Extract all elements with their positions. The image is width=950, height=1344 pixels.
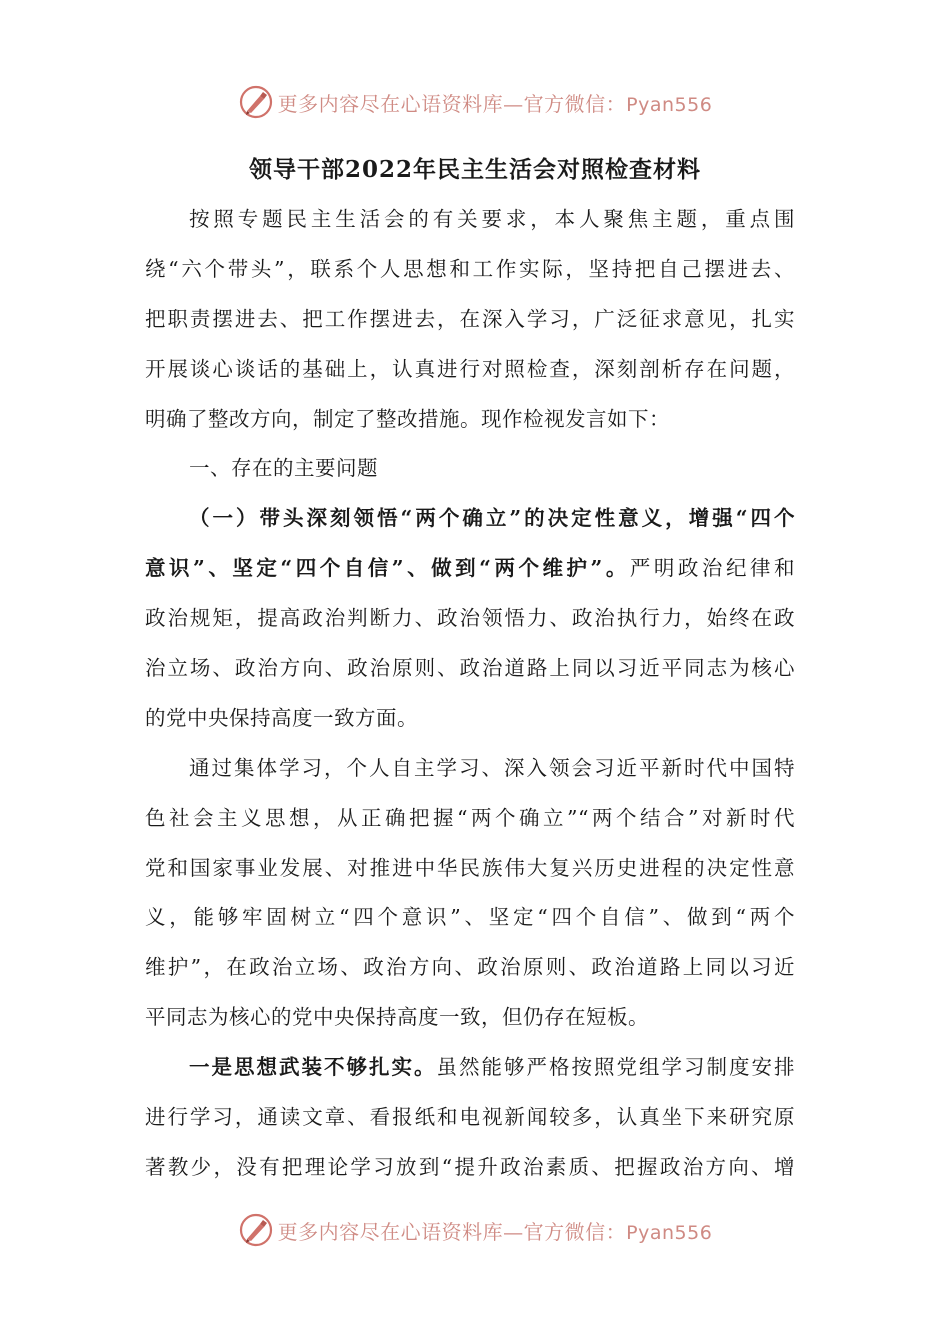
document-title: 领导干部2022年民主生活会对照检查材料: [248, 156, 701, 183]
section-heading: 一、存在的主要问题: [189, 456, 378, 481]
watermark-text: 更多内容尽在心语资料库—官方微信：Pyan556: [277, 1219, 713, 1244]
body-line: 进行学习，通读文章、看报纸和电视新闻较多，认真坐下来研究原: [145, 1105, 795, 1130]
body-line: 的党中央保持高度一致方面。: [145, 705, 418, 730]
document-body: [145, 195, 795, 1193]
body-line: 著教少，没有把理论学习放到“提升政治素质、把握政治方向、增: [145, 1154, 795, 1179]
body-line: 平同志为核心的党中央保持高度一致，但仍存在短板。: [145, 1005, 649, 1030]
body-line: 按照专题民主生活会的有关要求，本人聚焦主题，重点围: [189, 207, 795, 231]
body-line: 色社会主义思想，从正确把握“两个确立”“两个结合”对新时代: [145, 805, 795, 830]
body-line: 维护”，在政治立场、政治方向、政治原则、政治道路上同以习近: [145, 955, 795, 980]
body-line: 治立场、政治方向、政治原则、政治道路上同以习近平同志为核心: [145, 656, 795, 681]
pen-logo-icon: [238, 1212, 274, 1248]
body-line: 明确了整改方向，制定了整改措施。现作检视发言如下：: [145, 406, 670, 431]
body-line: 义，能够牢固树立“四个意识”、坚定“四个自信”、做到“两个: [145, 905, 795, 930]
watermark-account: Pyan556: [626, 1221, 713, 1244]
body-line: 党和国家事业发展、对推进中华民族伟大复兴历史进程的决定性意: [145, 855, 795, 880]
body-line: 把职责摆进去、把工作摆进去，在深入学习，广泛征求意见，扎实: [145, 306, 795, 331]
body-line: 通过集体学习，个人自主学习、深入领会习近平新时代中国特: [189, 755, 795, 780]
watermark-text: 更多内容尽在心语资料库—官方微信：Pyan556: [277, 91, 713, 116]
body-line: 政治规矩，提高政治判断力、政治领悟力、政治执行力，始终在政: [145, 606, 795, 631]
body-line: 一是思想武装不够扎实。虽然能够严格按照党组学习制度安排: [189, 1055, 795, 1080]
subsection-heading: （一）带头深刻领悟“两个确立”的决定性意义，增强“四个: [189, 506, 795, 531]
pen-logo-icon: [238, 84, 274, 120]
watermark-footer: [0, 1208, 950, 1252]
watermark-account: Pyan556: [626, 93, 713, 116]
body-line: 意识”、坚定“四个自信”、做到“两个维护”。严明政治纪律和: [145, 556, 795, 581]
body-line: 开展谈心谈话的基础上，认真进行对照检查，深刻剖析存在问题，: [145, 356, 795, 381]
body-line: 绕“六个带头”，联系个人思想和工作实际，坚持把自己摆进去、: [145, 256, 795, 281]
watermark-header: [0, 80, 950, 124]
